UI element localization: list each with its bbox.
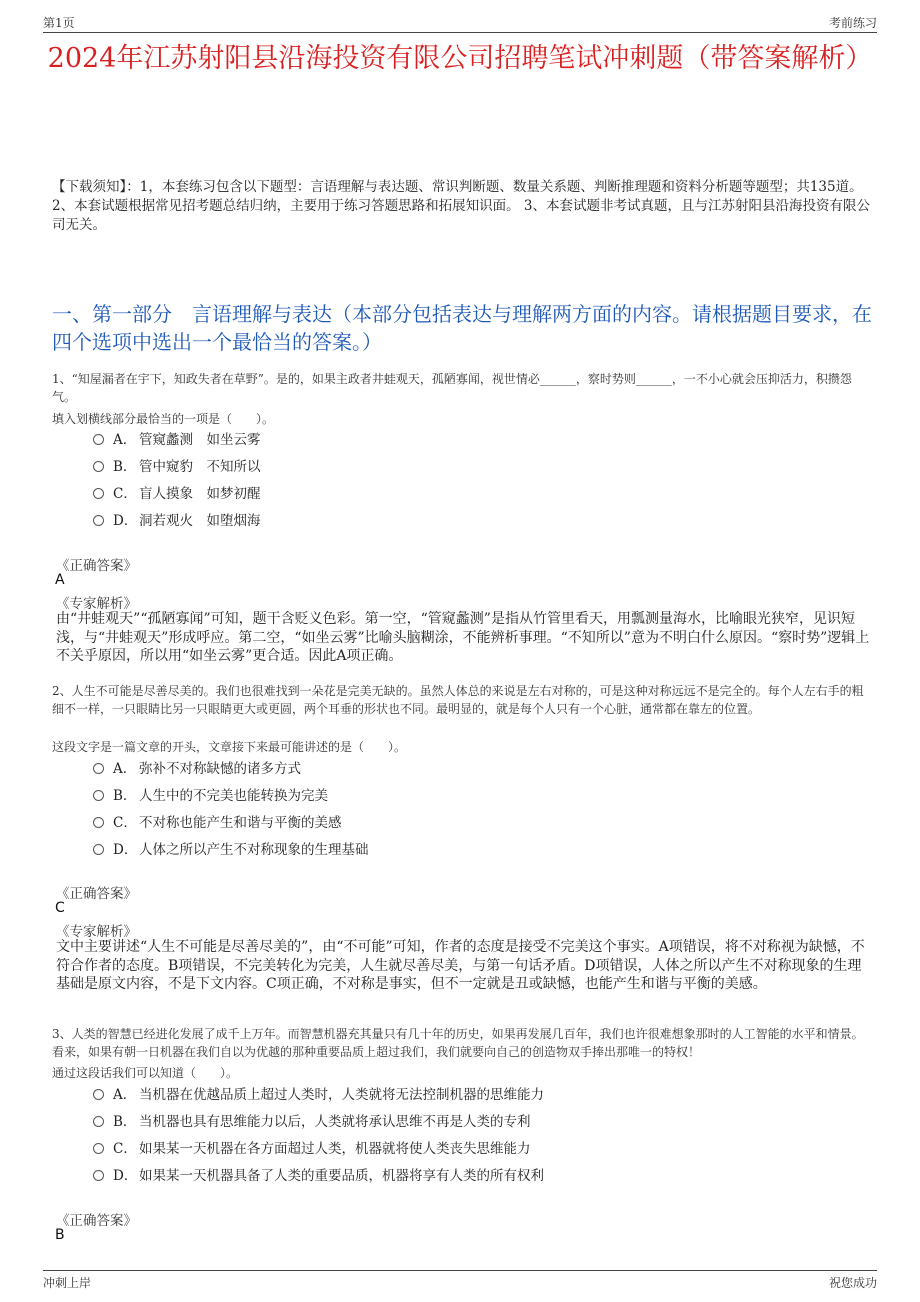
answer-value: B <box>55 1227 65 1243</box>
option-b[interactable]: B． 人生中的不完美也能转换为完美 <box>93 786 328 806</box>
option-c[interactable]: C． 盲人摸象 如梦初醒 <box>93 484 261 504</box>
option-d[interactable]: D． 人体之所以产生不对称现象的生理基础 <box>93 840 369 860</box>
explanation-text: 文中主要讲述“人生不可能是尽善尽美的”，由“不可能”可知，作者的态度是接受不完美这个事实。A项错误，将不对称视为缺憾，不符合作者的态度。B项错误，不完美转化为完美，人生就尽善尽美，与第一句话矛盾。D项错误，人体之所以产生不对称现象的生理基础是原文内容，不是下文内容。C项正确，不对称是事实，但不一定就是丑或缺憾，也能产生和谐与平衡的美感。 <box>56 939 865 992</box>
radio-icon[interactable] <box>93 461 104 472</box>
radio-icon[interactable] <box>93 488 104 499</box>
explanation-label: 《专家解析》 <box>56 924 137 940</box>
answer-value: C <box>55 900 65 916</box>
radio-icon[interactable] <box>93 1143 104 1154</box>
question-prompt: 通过这段话我们可以知道（ ）。 <box>52 1066 239 1080</box>
explanation-text: 由“井蛙观天”“孤陋寡闻”可知，题干含贬义色彩。第一空，“管窥蠡测”是指从竹管里看天，用瓢测量海水，比喻眼光狭窄，见识短浅，与“井蛙观天”形成呼应。第二空，“如坐云雾”比喻头脑糊涂，不能辨析事理。“不知所以”意为不明白什么原因。“察时势”逻辑上不关乎原因，所以用“如坐云雾”更合适。因此A项正确。 <box>56 611 870 664</box>
page-number: 第1页 <box>43 16 75 30</box>
question-stem: 1、“知屋漏者在宇下，知政失者在草野”。是的，如果主政者井蛙观天，孤陋寡闻，视世情必______，察时势则______，一不小心就会压抑活力，积攒怨气。 <box>52 372 852 404</box>
option-b[interactable]: B． 管中窥豹 不知所以 <box>93 457 261 477</box>
section-heading: 一、第一部分 言语理解与表达（本部分包括表达与理解两方面的内容。请根据题目要求，在四个选项中选出一个最恰当的答案。） <box>52 302 872 354</box>
footer-right: 祝您成功 <box>828 1276 877 1290</box>
option-d[interactable]: D． 洞若观火 如堕烟海 <box>93 511 261 531</box>
radio-icon[interactable] <box>93 1170 104 1181</box>
answer-label: 《正确答案》 <box>56 886 137 902</box>
radio-icon[interactable] <box>93 515 104 526</box>
option-a[interactable]: A． 管窥蠡测 如坐云雾 <box>93 430 261 450</box>
option-d[interactable]: D． 如果某一天机器具备了人类的重要品质，机器将享有人类的所有权利 <box>93 1166 544 1186</box>
footer-left: 冲刺上岸 <box>43 1276 92 1290</box>
radio-icon[interactable] <box>93 817 104 828</box>
radio-icon[interactable] <box>93 844 104 855</box>
radio-icon[interactable] <box>93 1116 104 1127</box>
radio-icon[interactable] <box>93 790 104 801</box>
page-footer <box>43 1270 877 1291</box>
radio-icon[interactable] <box>93 1089 104 1100</box>
question-prompt: 这段文字是一篇文章的开头，文章接下来最可能讲述的是（ ）。 <box>52 740 407 754</box>
option-c[interactable]: C． 如果某一天机器在各方面超过人类，机器就将使人类丧失思维能力 <box>93 1139 531 1159</box>
option-a[interactable]: A． 弥补不对称缺憾的诸多方式 <box>93 759 301 779</box>
radio-icon[interactable] <box>93 434 104 445</box>
header-label: 考前练习 <box>828 16 877 30</box>
answer-label: 《正确答案》 <box>56 558 137 574</box>
explanation-label: 《专家解析》 <box>56 596 137 612</box>
question-stem: 3、人类的智慧已经进化发展了成千上万年。而智慧机器充其量只有几十年的历史，如果再发展几百年，我们也许很难想象那时的人工智能的水平和情景。看来，如果有朝一日机器在我们自以为优越的那种重要品质上超过我们，我们就要向自己的创造物双手捧出那唯一的特权！ <box>52 1027 864 1059</box>
question-prompt: 填入划横线部分最恰当的一项是（ ）。 <box>52 412 275 426</box>
answer-value: A <box>55 572 65 588</box>
document-title: 2024年江苏射阳县沿海投资有限公司招聘笔试冲刺题（带答案解析） <box>47 43 873 74</box>
question-stem: 2、人生不可能是尽善尽美的。我们也很难找到一朵花是完美无缺的。虽然人体总的来说是左右对称的，可是这种对称远远不是完全的。每个人左右手的粗细不一样，一只眼睛比另一只眼睛更大或更圆，两个耳垂的形状也不同。最明显的，就是每个人只有一个心脏，通常都在靠左的位置。 <box>52 684 864 716</box>
page-header <box>43 10 877 33</box>
download-notice: 【下载须知】：1，本套练习包含以下题型：言语理解与表达题、常识判断题、数量关系题、判断推理题和资料分析题等题型；共135道。 2、本套试题根据常见招考题总结归纳，主要用于练习答题思路和拓展知识面。 3、本套试题非考试真题，且与江苏射阳县沿海投资有限公司无关。 <box>52 179 870 233</box>
answer-label: 《正确答案》 <box>56 1213 137 1229</box>
option-b[interactable]: B． 当机器也具有思维能力以后，人类就将承认思维不再是人类的专利 <box>93 1112 531 1132</box>
option-c[interactable]: C． 不对称也能产生和谐与平衡的美感 <box>93 813 342 833</box>
option-a[interactable]: A． 当机器在优越品质上超过人类时，人类就将无法控制机器的思维能力 <box>93 1085 544 1105</box>
radio-icon[interactable] <box>93 763 104 774</box>
